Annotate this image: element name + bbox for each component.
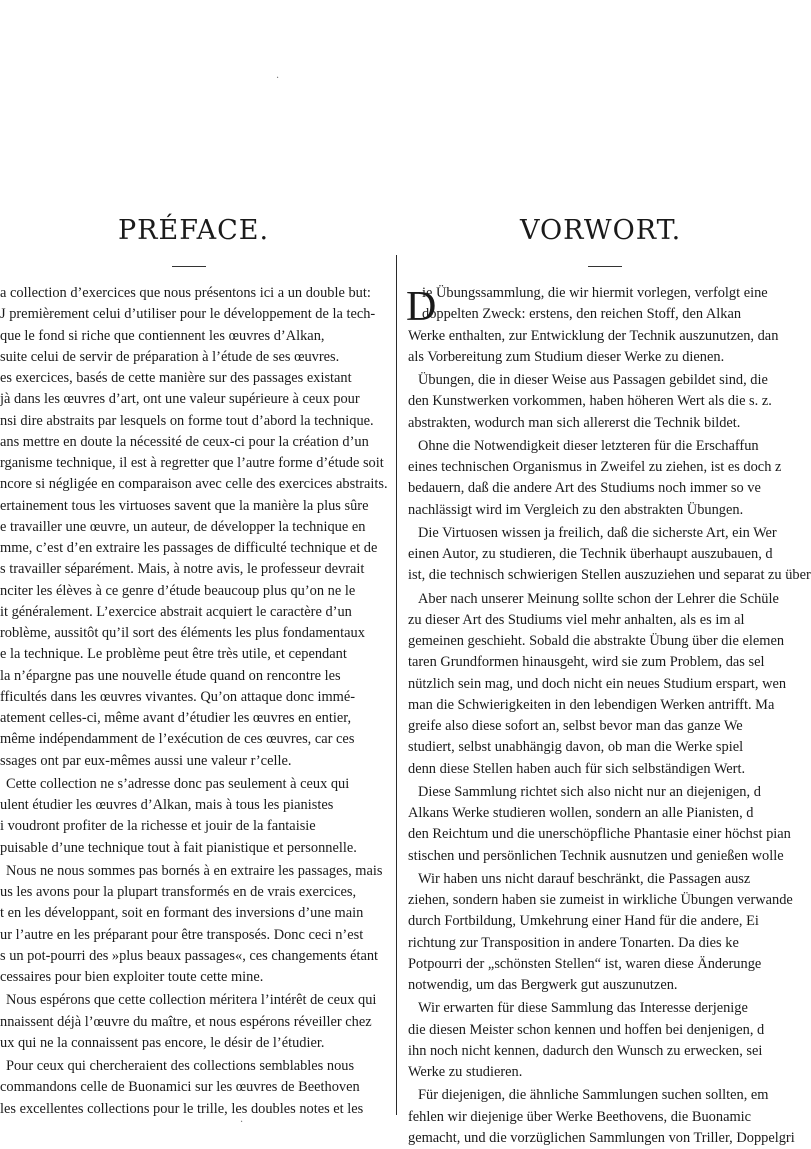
text-line: même indépendamment de l’exécution de ces œuvres, car ces	[0, 731, 355, 748]
text-line: ssages ont par eux-mêmes aussi une valeur r’celle.	[0, 752, 292, 769]
text-line: nsi dire abstraits par lesquels on forme tout d’abord la technique.	[0, 412, 374, 429]
text-line: studiert, selbst unabhängig davon, ob man die Werke spiel	[408, 739, 744, 756]
french-text	[0, 283, 393, 1120]
text-line: abstrakten, wodurch man sich allererst die Technik bildet.	[408, 414, 741, 431]
text-line: s un pot-pourri des »plus beaux passages«, ces changements étant	[0, 947, 379, 964]
text-line: nützlich sein mag, und doch nicht ein neues Studium erspart, wen	[408, 675, 787, 692]
text-line: Die Virtuosen wissen ja freilich, daß die sicherste Art, ein Wer	[418, 524, 777, 541]
text-line: bedauern, daß die andere Art des Studiums noch immer so ve	[408, 480, 761, 497]
text-line: jà dans les œuvres d’art, ont une valeur supérieure à ceux pour	[0, 391, 360, 408]
text-line: mme, c’est d’en extraire les passages de difficulté technique et de	[0, 540, 378, 556]
text-line: nciter les élèves à ce genre d’étude beaucoup plus qu’on ne le	[0, 582, 356, 599]
french-column	[0, 0, 393, 1131]
text-line: den Kunstwerken vorkommen, haben höheren Wert als die s. z.	[408, 393, 772, 410]
text-line: durch Fortbildung, Umkehrung einer Hand für die andere, Ei	[408, 913, 759, 930]
text-line: ur l’autre en les préparant pour être transposés. Donc ceci n’est	[0, 926, 364, 943]
text-line: ncore si négligée en comparaison avec celle des exercices abstraits.	[0, 476, 388, 493]
text-line: ie Übungssammlung, die wir hiermit vorlegen, verfolgt eine	[422, 285, 768, 301]
text-line: Nous espérons que cette collection méritera l’intérêt de ceux qui	[6, 992, 377, 1009]
text-line: que le fond si riche que contiennent les œuvres d’Alkan,	[0, 327, 325, 344]
text-line: ist, die technisch schwierigen Stellen auszuziehen und separat zu über	[408, 567, 811, 584]
german-text	[400, 283, 811, 1149]
text-line: ertainement tous les virtuoses savent que la manière la plus sûre	[0, 497, 369, 514]
vorwort-title: VORWORT.	[520, 215, 682, 246]
text-line: rganisme technique, il est à regretter que l’autre forme d’étude soit	[0, 455, 384, 471]
text-line: ziehen, sondern haben sie zumeist in wirkliche Übungen verwande	[408, 892, 793, 908]
german-column	[400, 0, 811, 1146]
text-line: la n’épargne pas une nouvelle étude quand on rencontre les	[0, 667, 341, 684]
text-line: roblème, aussitôt qu’il sort des éléments les plus fondamentaux	[0, 625, 365, 641]
text-line: notwendig, um das Bergwerk gut auszunutzen.	[408, 977, 678, 993]
title-rule	[588, 266, 622, 267]
text-line: Werke enthalten, zur Entwicklung der Technik auszunutzen, dan	[408, 327, 779, 344]
column-divider	[396, 255, 397, 1115]
text-line: J premièrement celui d’utiliser pour le développement de la tech-	[0, 306, 376, 323]
text-line: fehlen wir diejenige über Werke Beethovens, die Buonamic	[408, 1108, 752, 1125]
text-line: den Reichtum und die unerschöpfliche Phantasie einer höchst pian	[408, 826, 791, 843]
text-line: eines technischen Organismus in Zweifel zu ziehen, ist es doch z	[408, 459, 782, 475]
text-line: einen Autor, zu studieren, die Technik überhaupt auszubauen, d	[408, 546, 773, 562]
text-line: stischen und persönlichen Technik ausnutzen und genießen wolle	[408, 847, 784, 864]
text-line: e la technique. Le problème peut être très utile, et cependant	[0, 646, 347, 663]
text-line: atement celles-ci, même avant d’étudier les œuvres en entier,	[0, 710, 352, 726]
text-line: denn diese Stellen haben auch für sich selbständigen Wert.	[408, 760, 746, 777]
text-line: i voudront profiter de la richesse et jouir de la fantaisie	[0, 818, 316, 835]
text-line: Für diejenigen, die ähnliche Sammlungen suchen sollten, em	[418, 1087, 769, 1104]
text-line: it généralement. L’exercice abstrait acquiert le caractère d’un	[0, 603, 352, 620]
text-line: Wir haben uns nicht darauf beschränkt, die Passagen ausz	[418, 870, 751, 887]
text-line: gemeinen geschieht. Sobald die abstrakte Übung über die elemen	[408, 633, 785, 649]
text-line: suite celui de servir de préparation à l’étude de ses œuvres.	[0, 348, 340, 365]
text-line: e travailler une œuvre, un auteur, de développer la technique en	[0, 518, 366, 535]
text-line: cessaires pour bien exploiter toute cette mine.	[0, 969, 264, 985]
text-line: man die Schwierigkeiten in den lebendigen Werken antrifft. Ma	[408, 696, 775, 713]
text-line: Potpourri der „schönsten Stellen“ ist, waren diese Änderunge	[408, 955, 762, 972]
scan-mark-bottom: ·	[240, 1117, 244, 1128]
drop-cap: D	[406, 284, 437, 330]
text-line: fficultés dans les œuvres vivantes. Qu’on attaque donc immé-	[0, 688, 356, 705]
text-line: les excellentes collections pour le trille, les doubles notes et les	[0, 1100, 364, 1117]
text-line: s travailler séparément. Mais, à notre avis, le professeur devrait	[0, 561, 365, 578]
text-line: Cette collection ne s’adresse donc pas seulement à ceux qui	[6, 775, 350, 792]
text-line: Diese Sammlung richtet sich also nicht nur an diejenigen, d	[418, 783, 761, 800]
text-line: ulent étudier les œuvres d’Alkan, mais à tous les pianistes	[0, 797, 334, 813]
text-line: ux qui ne la connaissent pas encore, le désir de l’étudier.	[0, 1034, 325, 1051]
text-line: Übungen, die in dieser Weise aus Passagen gebildet sind, die	[418, 372, 768, 388]
text-line: ihn noch nicht kennen, dadurch den Wunsch zu erwecken, sei	[408, 1042, 763, 1059]
text-line: Alkans Werke studieren wollen, sondern an alle Pianisten, d	[408, 805, 754, 821]
text-line: gemacht, und die vorzüglichen Sammlungen von Triller, Doppelgri	[408, 1129, 795, 1146]
text-line: greife also diese sofort an, selbst bevor man das ganze We	[408, 718, 743, 734]
text-line: Ohne die Notwendigkeit dieser letzteren für die Erschaffun	[418, 437, 759, 454]
text-line: nachlässigt wird im Vergleich zu den abstrakten Übungen.	[408, 501, 744, 518]
text-line: Werke zu studieren.	[408, 1064, 523, 1080]
text-line: taren Grundformen hinausgeht, wird sie zum Problem, das sel	[408, 654, 765, 671]
text-line: die diesen Meister schon kennen und hoffen bei denjenigen, d	[408, 1021, 765, 1038]
text-line: nnaissent déjà l’œuvre du maître, et nous espérons réveiller chez	[0, 1013, 372, 1030]
text-line: Pour ceux qui chercheraient des collections semblables nous	[6, 1058, 355, 1074]
text-line: doppelten Zweck: erstens, den reichen Stoff, den Alkan	[422, 306, 742, 323]
text-line: zu dieser Art des Studiums viel mehr anhalten, als es im al	[408, 611, 745, 628]
text-line: commandons celle de Buonamici sur les œuvres de Beethoven	[0, 1079, 360, 1096]
scan-mark-top: ·	[276, 73, 280, 84]
text-line: us les avons pour la plupart transformés en de vrais exercices,	[0, 884, 357, 900]
text-line: Wir erwarten für diese Sammlung das Interesse derjenige	[418, 1000, 748, 1017]
text-line: ans mettre en doute la nécessité de ceux-ci pour la création d’un	[0, 433, 369, 450]
text-line: t en les développant, soit en formant des inversions d’une main	[0, 905, 364, 922]
text-line: als Vorbereitung zum Studium dieser Werke zu dienen.	[408, 348, 725, 365]
text-line: Nous ne nous sommes pas bornés à en extraire les passages, mais	[6, 862, 383, 879]
text-line: puisable d’une technique tout à fait pianistique et personnelle.	[0, 839, 357, 856]
text-line: a collection d’exercices que nous présentons ici a un double but:	[0, 285, 371, 301]
text-line: es exercices, basés de cette manière sur des passages existant	[0, 370, 352, 386]
preface-title: PRÉFACE.	[118, 215, 270, 246]
text-line: richtung zur Transposition in andere Tonarten. Da dies ke	[408, 934, 739, 951]
title-rule	[172, 266, 206, 267]
text-line: Aber nach unserer Meinung sollte schon der Lehrer die Schüle	[418, 590, 779, 607]
